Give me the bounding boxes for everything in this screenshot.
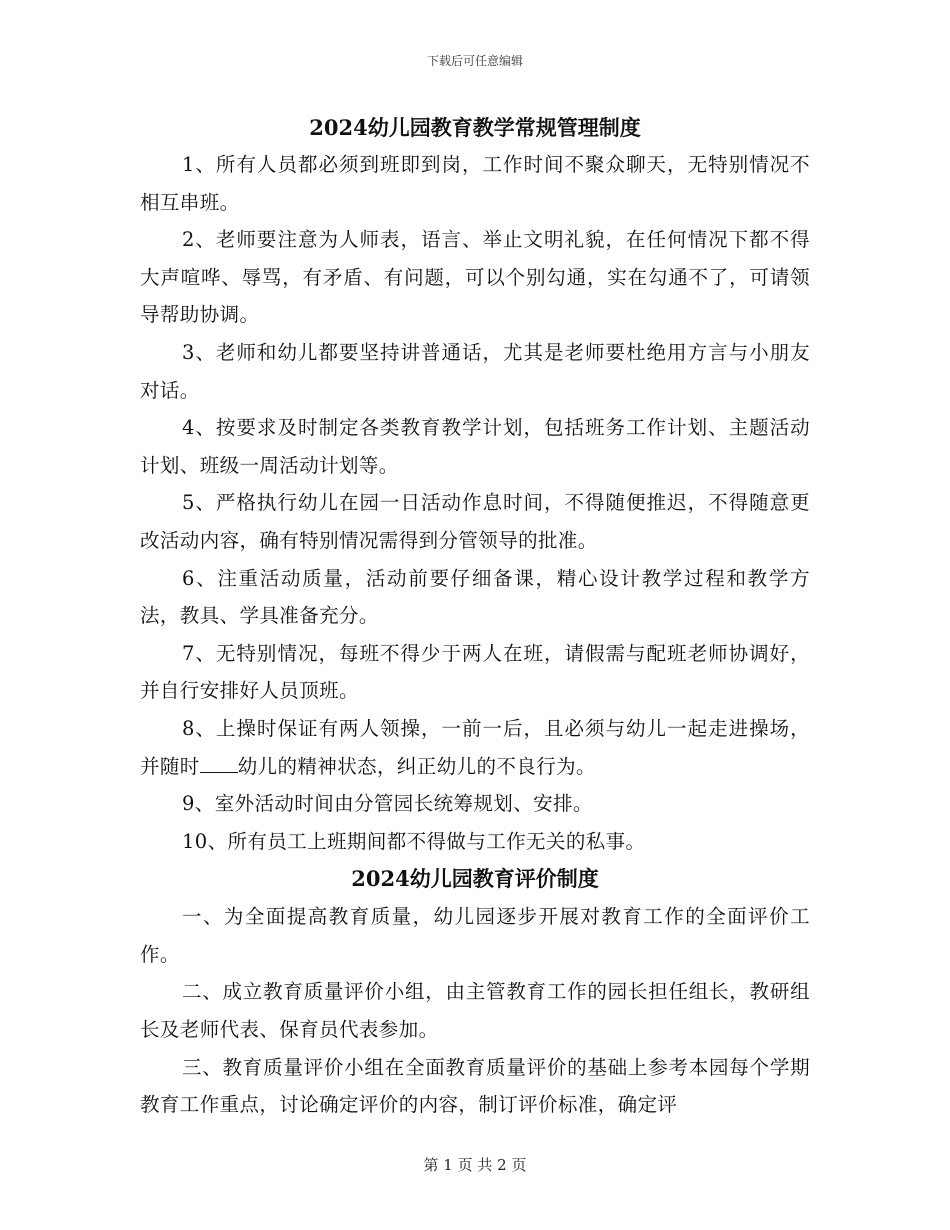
item-8-text-before-blank: 8、上操时保证有两人领操，一前一后，且必须与幼儿一起走进操场，并随时 bbox=[140, 716, 810, 778]
item-8-text-after-blank: 幼儿的精神状态，纠正幼儿的不良行为。 bbox=[237, 754, 596, 778]
paragraph-item-6: 6、注重活动质量，活动前要仔细备课，精心设计教学过程和教学方法，教具、学具准备充分。 bbox=[140, 566, 810, 628]
document-body bbox=[140, 110, 810, 1124]
paragraph-eval-2: 二、成立教育质量评价小组，由主管教育工作的园长担任组长，教研组长及老师代表、保育员代表参加。 bbox=[140, 980, 810, 1042]
paragraph-item-9: 9、室外活动时间由分管园长统筹规划、安排。 bbox=[182, 792, 593, 816]
page-header: 下载后可任意编辑 bbox=[426, 54, 523, 68]
fill-in-blank bbox=[200, 754, 238, 773]
paragraph-item-7: 7、无特别情况，每班不得少于两人在班，请假需与配班老师协调好，并自行安排好人员顶班。 bbox=[140, 641, 810, 703]
paragraph-eval-3: 三、教育质量评价小组在全面教育质量评价的基础上参考本园每个学期教育工作重点，讨论确定评价的内容，制订评价标准，确定评 bbox=[140, 1055, 810, 1117]
paragraph-eval-1: 一、为全面提高教育质量，幼儿园逐步开展对教育工作的全面评价工作。 bbox=[140, 905, 810, 966]
paragraph-item-3: 3、老师和幼儿都要坚持讲普通话，尤其是老师要杜绝用方言与小朋友对话。 bbox=[140, 340, 810, 402]
section-title-evaluation-system: 2024幼儿园教育评价制度 bbox=[351, 866, 599, 892]
paragraph-item-10: 10、所有员工上班期间都不得做与工作无关的私事。 bbox=[182, 829, 646, 853]
paragraph-item-5: 5、严格执行幼儿在园一日活动作息时间，不得随便推迟，不得随意更改活动内容，确有特别情况需得到分管领导的批准。 bbox=[140, 491, 810, 552]
paragraph-item-1: 1、所有人员都必须到班即到岗，工作时间不聚众聊天，无特别情况不相互串班。 bbox=[140, 153, 810, 214]
paragraph-item-2: 2、老师要注意为人师表，语言、举止文明礼貌，在任何情况下都不得大声喧哗、辱骂，有矛盾、有问题，可以个别勾通，实在勾通不了，可请领导帮助协调。 bbox=[140, 228, 810, 327]
section-title-routine-management: 2024幼儿园教育教学常规管理制度 bbox=[309, 115, 641, 140]
paragraph-item-4: 4、按要求及时制定各类教育教学计划，包括班务工作计划、主题活动计划、班级一周活动计划等。 bbox=[140, 416, 810, 477]
paragraph-item-8 bbox=[140, 710, 810, 785]
page-footer: 第 1 页 共 2 页 bbox=[423, 1156, 527, 1174]
